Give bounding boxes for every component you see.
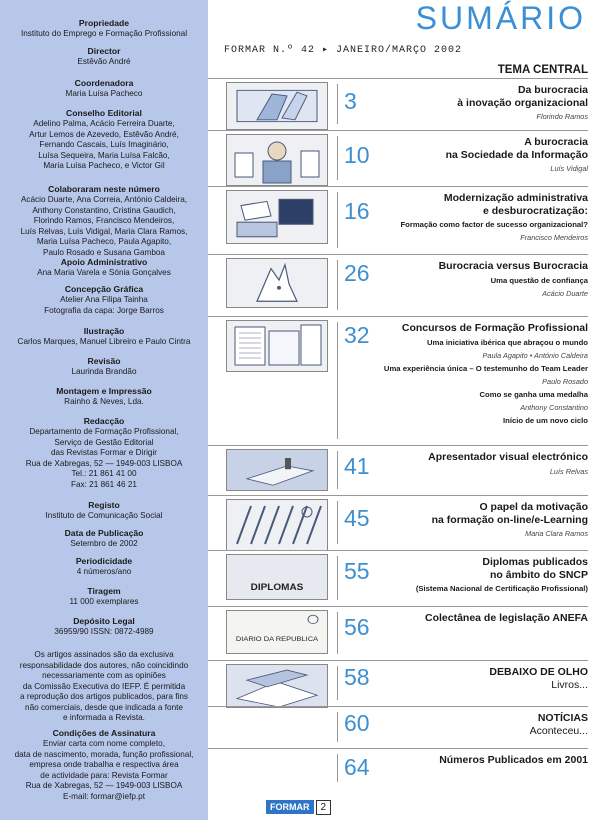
page-number-link[interactable]: 60 xyxy=(344,710,370,736)
entry-author: Anthony Constantino xyxy=(520,402,588,412)
colophon-label: Ilustração xyxy=(83,326,125,336)
colophon-section xyxy=(0,386,208,408)
entry-author: Florindo Ramos xyxy=(536,112,588,121)
colophon-section xyxy=(0,586,208,608)
colophon-section xyxy=(0,46,208,68)
colophon-line: Setembro de 2002 xyxy=(70,539,138,548)
colophon-line: de actividade para: Revista Formar xyxy=(40,770,168,780)
colophon-line: Fotografia da capa: Jorge Barros xyxy=(44,305,164,315)
toc-entry[interactable] xyxy=(208,660,600,706)
contents-column xyxy=(208,0,600,820)
page-number-link[interactable]: 64 xyxy=(344,754,370,780)
colophon-label: Depósito Legal xyxy=(73,616,135,626)
colophon-line: a reprodução dos artigos publicados, para fins xyxy=(20,692,188,701)
entry-title: na formação on-line/e-Learning xyxy=(431,513,588,526)
colophon-line: Adelino Palma, Acácio Ferreira Duarte, xyxy=(33,119,175,128)
colophon-line: Tel.: 21 861 41 00 xyxy=(71,469,137,478)
toc-entry[interactable] xyxy=(208,706,600,748)
divider xyxy=(208,706,588,707)
section-heading: TEMA CENTRAL xyxy=(497,64,588,76)
entry-title: na Sociedade da Informação xyxy=(445,148,588,161)
colophon-section xyxy=(0,616,208,638)
colophon-line: necessariamente com as opiniões xyxy=(42,671,166,680)
colophon-section xyxy=(0,416,208,490)
page-number-link[interactable]: 10 xyxy=(344,142,370,168)
footer-brand: FORMAR xyxy=(266,800,314,814)
colophon-label: Registo xyxy=(88,500,120,510)
colophon-line: Maria Luísa Pacheco xyxy=(65,89,143,98)
colophon-label: Colaboraram neste número xyxy=(48,184,160,194)
divider xyxy=(337,84,338,124)
divider xyxy=(337,260,338,310)
entry-author: Luís Relvas xyxy=(549,466,588,476)
entry-subtitle: Como se ganha uma medalha xyxy=(479,389,588,399)
books-illustration xyxy=(226,664,328,708)
entry-text xyxy=(432,501,588,539)
colophon-label: Concepção Gráfica xyxy=(64,284,144,294)
toc-entry[interactable] xyxy=(208,254,600,316)
entry-title: A burocracia xyxy=(524,136,588,148)
toc-entry[interactable] xyxy=(208,130,600,186)
toc-entry[interactable] xyxy=(208,550,600,606)
svg-text:DIARIO DA REPUBLICA: DIARIO DA REPUBLICA xyxy=(235,636,319,644)
entry-text xyxy=(439,754,588,767)
entry-subtitle: (Sistema Nacional de Certificação Profissional) xyxy=(415,584,588,593)
divider xyxy=(337,451,338,489)
colophon-section xyxy=(0,528,208,550)
entry-title: O papel da motivação xyxy=(479,501,588,513)
divider xyxy=(208,254,588,255)
divider xyxy=(337,322,338,439)
man-with-papers-illustration xyxy=(226,134,328,186)
colophon-label: Data de Publicação xyxy=(64,528,144,538)
divider xyxy=(208,660,588,661)
colophon-line: Artur Lemos de Azevedo, Estêvão André, xyxy=(29,129,179,139)
colophon-line: 11 000 exemplares xyxy=(69,597,139,606)
entry-text xyxy=(400,192,588,243)
colophon-line: da Comissão Executiva do IEFP. É permitida xyxy=(22,681,186,691)
colophon-line: Rua de Xabregas, 52 — 1949-003 LISBOA xyxy=(25,781,183,790)
colophon-line: Rainho & Neves, Lda. xyxy=(64,397,144,406)
entry-text xyxy=(416,556,588,594)
page-number-link[interactable]: 56 xyxy=(344,614,370,640)
colophon-line: Ana Maria Varela e Sónia Gonçalves xyxy=(37,268,171,277)
divider xyxy=(208,550,588,551)
colophon-line: responsabilidade dos autores, não coincidindo xyxy=(19,660,189,670)
divider xyxy=(208,445,588,446)
colophon-section xyxy=(0,284,208,316)
entry-title: Da burocracia xyxy=(517,84,588,96)
toc-entry[interactable] xyxy=(208,78,600,130)
colophon-column xyxy=(0,0,208,820)
divider xyxy=(337,712,338,742)
colophon-line: Carlos Marques, Manuel Libreiro e Paulo Cintra xyxy=(17,337,191,346)
colophon-label: Director xyxy=(87,46,121,56)
entry-text xyxy=(457,84,588,122)
colophon-line: Os artigos assinados são da exclusiva xyxy=(34,650,174,659)
colophon-line: Acácio Duarte, Ana Correia, António Caldeira, xyxy=(20,195,188,204)
documents-illustration xyxy=(226,320,328,372)
colophon-section xyxy=(0,326,208,348)
colophon-line: Paulo Rosado e Susana Gamboa xyxy=(43,247,165,257)
colophon-line: Anthony Constantino, Cristina Gaudich, xyxy=(32,205,176,215)
colophon-section xyxy=(0,108,208,172)
entry-text xyxy=(446,136,588,174)
divider xyxy=(208,186,588,187)
computer-desk-illustration xyxy=(226,190,328,244)
pencils-illustration xyxy=(226,499,328,551)
colophon-line: E-mail: formar@iefp.pt xyxy=(62,791,146,801)
divider xyxy=(208,78,588,79)
entry-author: Paula Agapito • António Caldeira xyxy=(482,350,588,360)
divider xyxy=(337,666,338,700)
colophon-line: Departamento de Formação Profissional, xyxy=(29,427,179,436)
colophon-label: Apoio Administrativo xyxy=(60,257,148,267)
colophon-line: Florindo Ramos, Francisco Mendeiros, xyxy=(33,216,175,225)
colophon-line: e informada a Revista. xyxy=(63,713,145,722)
entry-title: Diplomas publicados xyxy=(482,556,588,568)
colophon-line: empresa onde trabalha e respectiva área xyxy=(29,760,179,769)
entry-text xyxy=(428,451,588,477)
entry-text xyxy=(425,612,588,625)
entry-title: no âmbito do SNCP xyxy=(490,568,588,581)
colophon-line: 36959/90 ISSN: 0872-4989 xyxy=(54,627,154,636)
entry-subtitle: Uma questão de confiança xyxy=(490,275,588,285)
projector-illustration xyxy=(226,449,328,491)
colophon-section xyxy=(0,18,208,40)
colophon-line: Atelier Ana Filipa Tainha xyxy=(60,295,148,304)
colophon-line: Estêvão André xyxy=(77,57,131,66)
entry-text xyxy=(530,712,588,737)
page-number-link[interactable]: 58 xyxy=(344,664,370,690)
colophon-line: Fax: 21 861 46 21 xyxy=(70,479,137,489)
colophon-line: Maria Luísa Pacheco, Paula Agapito, xyxy=(36,237,172,246)
colophon-line: Rua de Xabregas, 52 — 1949-003 LISBOA xyxy=(25,458,183,468)
divider xyxy=(337,136,338,180)
entry-subtitle: Formação como factor de sucesso organizacional? xyxy=(400,220,588,229)
diplomas-illustration xyxy=(226,554,328,600)
entry-text xyxy=(384,322,588,426)
colophon-label: Periodicidade xyxy=(75,556,133,566)
page-number-link[interactable]: 26 xyxy=(344,260,370,286)
toc-entry[interactable] xyxy=(208,445,600,495)
divider xyxy=(208,495,588,496)
divider xyxy=(337,501,338,544)
colophon-label: Montagem e Impressão xyxy=(56,386,152,396)
colophon-label: Propriedade xyxy=(78,18,130,28)
entry-title: Burocracia versus Burocracia xyxy=(438,260,588,272)
colophon-line: não comerciais, desde que indicada a fonte xyxy=(25,702,183,712)
colophon-label: Revisão xyxy=(87,356,121,366)
colophon-section xyxy=(0,500,208,522)
divider xyxy=(208,606,588,607)
entry-title: DEBAIXO DE OLHO xyxy=(489,666,588,678)
entry-title: Modernização administrativa xyxy=(443,192,588,204)
diario-illustration xyxy=(226,610,328,654)
entry-author: Paulo Rosado xyxy=(542,376,588,386)
entry-title: Apresentador visual electrónico xyxy=(428,451,588,463)
entry-subtitle: Uma iniciativa ibérica que abraçou o mundo xyxy=(426,337,588,347)
colophon-section xyxy=(0,356,208,378)
colophon-label: Tiragem xyxy=(87,586,121,596)
entry-note: Aconteceu... xyxy=(529,724,588,737)
colophon-line: 4 números/ano xyxy=(76,567,132,576)
entry-subtitle: Uma experiência única – O testemunho do Team Leader xyxy=(383,363,588,373)
colophon-line: Luísa Sequeira, Maria Luísa Falcão, xyxy=(38,150,170,160)
page-number-link[interactable]: 41 xyxy=(344,453,370,479)
donkey-illustration xyxy=(226,258,328,308)
divider xyxy=(337,192,338,248)
issue-line: FORMAR N.º 42 ▸ JANEIRO/MARÇO 2002 xyxy=(224,45,463,56)
page-number-link[interactable]: 16 xyxy=(344,198,370,224)
entry-title: Concursos de Formação Profissional xyxy=(401,322,588,334)
entry-text xyxy=(439,260,588,299)
colophon-section xyxy=(0,257,208,279)
colophon-line: data de nascimento, morada, função profissional, xyxy=(14,749,194,759)
colophon-line: Instituto de Comunicação Social xyxy=(45,511,163,520)
colophon-line: Fernando Cascais, Luís Imaginário, xyxy=(39,140,169,149)
colophon-line: Serviço de Gestão Editorial xyxy=(54,437,154,447)
colophon-line: das Revistas Formar e Dirigir xyxy=(50,448,157,457)
entry-title: à inovação organizacional xyxy=(457,96,588,109)
colophon-line: Luís Relvas, Luís Vidigal, Maria Clara Ramos, xyxy=(20,226,188,236)
entry-author: Francisco Mendeiros xyxy=(520,233,588,242)
entry-title: NOTÍCIAS xyxy=(537,712,588,724)
entry-title: Colectânea de legislação ANEFA xyxy=(424,612,588,624)
entry-subtitle: Início de um novo ciclo xyxy=(502,415,588,425)
entry-title: Números Publicados em 2001 xyxy=(439,754,588,766)
colophon-section xyxy=(0,78,208,100)
colophon-section xyxy=(0,728,208,802)
toc-entry[interactable] xyxy=(208,316,600,445)
entry-title: e desburocratização: xyxy=(482,204,588,217)
page-number-link[interactable]: 45 xyxy=(344,505,370,531)
divider xyxy=(208,130,588,131)
colophon-section xyxy=(0,650,208,724)
page-footer xyxy=(266,797,331,815)
divider xyxy=(337,754,338,782)
colophon-line: Maria Luísa Pacheco, e Victor Gil xyxy=(43,161,165,170)
entry-note: Livros... xyxy=(551,678,588,691)
entry-text xyxy=(489,666,588,691)
entry-author: Maria Clara Ramos xyxy=(525,529,588,538)
colophon-section xyxy=(0,184,208,258)
colophon-line: Laurinda Brandão xyxy=(71,367,137,376)
toc-entry[interactable] xyxy=(208,495,600,550)
toc-entry[interactable] xyxy=(208,748,600,788)
divider xyxy=(208,748,588,749)
colophon-label: Redacção xyxy=(83,416,125,426)
toc-entry[interactable] xyxy=(208,606,600,660)
colophon-label: Conselho Editorial xyxy=(66,108,142,118)
colophon-line: Instituto do Emprego e Formação Profissional xyxy=(20,29,188,38)
page-number-link[interactable]: 32 xyxy=(344,322,370,348)
colophon-label: Coordenadora xyxy=(74,78,134,88)
toc-entry[interactable] xyxy=(208,186,600,254)
hands-puzzle-illustration xyxy=(226,82,328,130)
colophon-label: Condições de Assinatura xyxy=(52,728,156,738)
page-number-link[interactable]: 55 xyxy=(344,558,370,584)
divider xyxy=(208,316,588,317)
entry-author: Luís Vidigal xyxy=(550,164,588,173)
colophon-section xyxy=(0,556,208,578)
divider xyxy=(337,612,338,654)
page-number-link[interactable]: 3 xyxy=(344,88,357,114)
svg-text:DIPLOMAS: DIPLOMAS xyxy=(250,581,304,593)
colophon-line: Enviar carta com nome completo, xyxy=(43,739,165,748)
page-number: 2 xyxy=(316,800,332,815)
page-title: SUMÁRIO xyxy=(415,0,586,36)
entry-author: Acácio Duarte xyxy=(542,288,588,298)
divider xyxy=(337,556,338,600)
